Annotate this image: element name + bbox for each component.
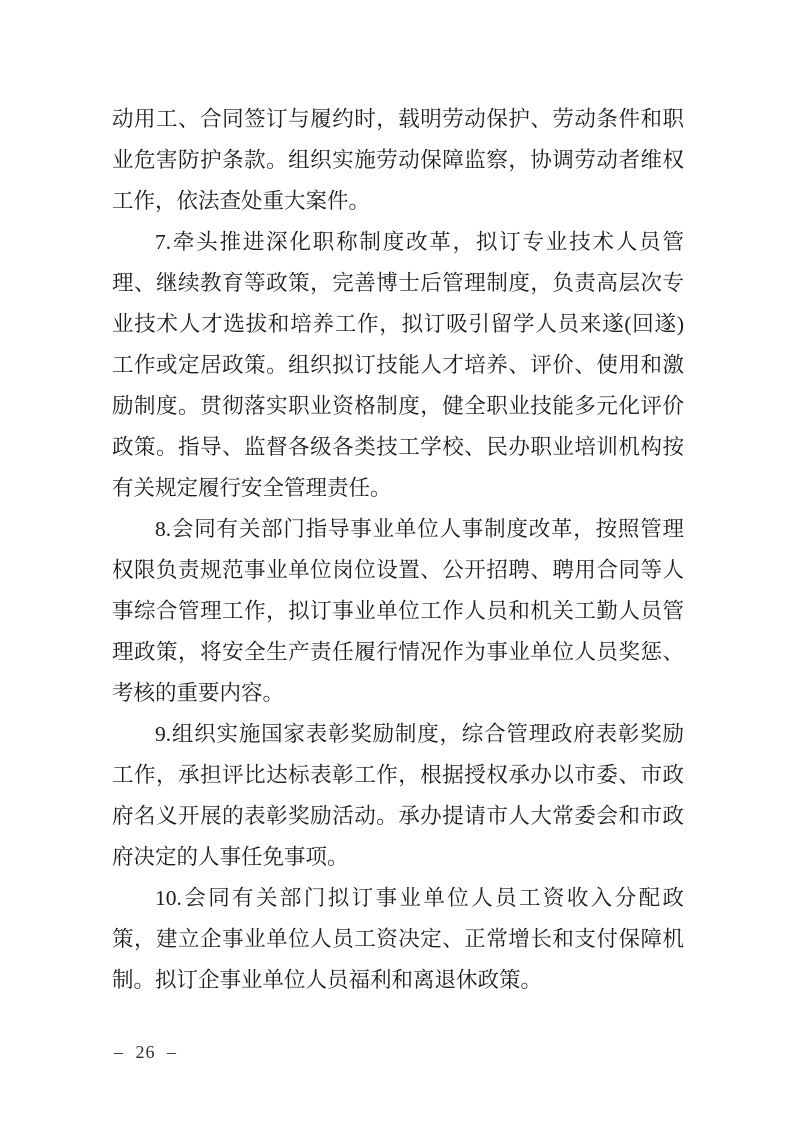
page-number: – 26 –: [114, 1042, 177, 1062]
text-line: 府名义开展的表彰奖励活动。承办提请市人大常委会和市政: [112, 804, 684, 828]
text-line: 考核的重要内容。: [112, 681, 285, 705]
text-line: 10.会同有关部门拟订事业单位人员工资收入分配政: [155, 886, 684, 910]
text-line: 9.组织实施国家表彰奖励制度，综合管理政府表彰奖励: [155, 722, 684, 746]
text-line: 有关规定履行安全管理责任。: [112, 476, 392, 500]
paragraph: [112, 878, 684, 1001]
text-line: 8.会同有关部门指导事业单位人事制度改革，按照管理: [155, 517, 684, 541]
text-line: 事综合管理工作，拟订事业单位工作人员和机关工勤人员管: [112, 599, 684, 623]
text-line: 业技术人才选拔和培养工作，拟订吸引留学人员来遂(回遂): [112, 312, 684, 336]
text-line: 政策。指导、监督各级各类技工学校、民办职业培训机构按: [112, 435, 684, 459]
text-line: 府决定的人事任免事项。: [112, 845, 349, 869]
document-body: [112, 99, 684, 1001]
text-line: 策，建立企事业单位人员工资决定、正常增长和支付保障机: [112, 927, 684, 951]
text-line: 制。拟订企事业单位人员福利和离退休政策。: [112, 968, 543, 992]
text-line: 权限负责规范事业单位岗位设置、公开招聘、聘用合同等人: [112, 558, 684, 582]
text-line: 励制度。贯彻落实职业资格制度，健全职业技能多元化评价: [112, 394, 684, 418]
text-line: 工作，承担评比达标表彰工作，根据授权承办以市委、市政: [112, 763, 684, 787]
paragraph: [112, 222, 684, 509]
text-line: 理政策，将安全生产责任履行情况作为事业单位人员奖惩、: [112, 640, 684, 664]
text-line: 7.牵头推进深化职称制度改革，拟订专业技术人员管: [155, 230, 684, 254]
paragraph: [112, 99, 684, 222]
text-line: 工作，依法查处重大案件。: [112, 189, 371, 213]
text-line: 动用工、合同签订与履约时，载明劳动保护、劳动条件和职: [112, 107, 684, 131]
paragraph: [112, 714, 684, 878]
text-line: 理、继续教育等政策，完善博士后管理制度，负责高层次专: [112, 271, 684, 295]
text-line: 业危害防护条款。组织实施劳动保障监察，协调劳动者维权: [112, 148, 684, 172]
paragraph: [112, 509, 684, 714]
text-line: 工作或定居政策。组织拟订技能人才培养、评价、使用和激: [112, 353, 684, 377]
